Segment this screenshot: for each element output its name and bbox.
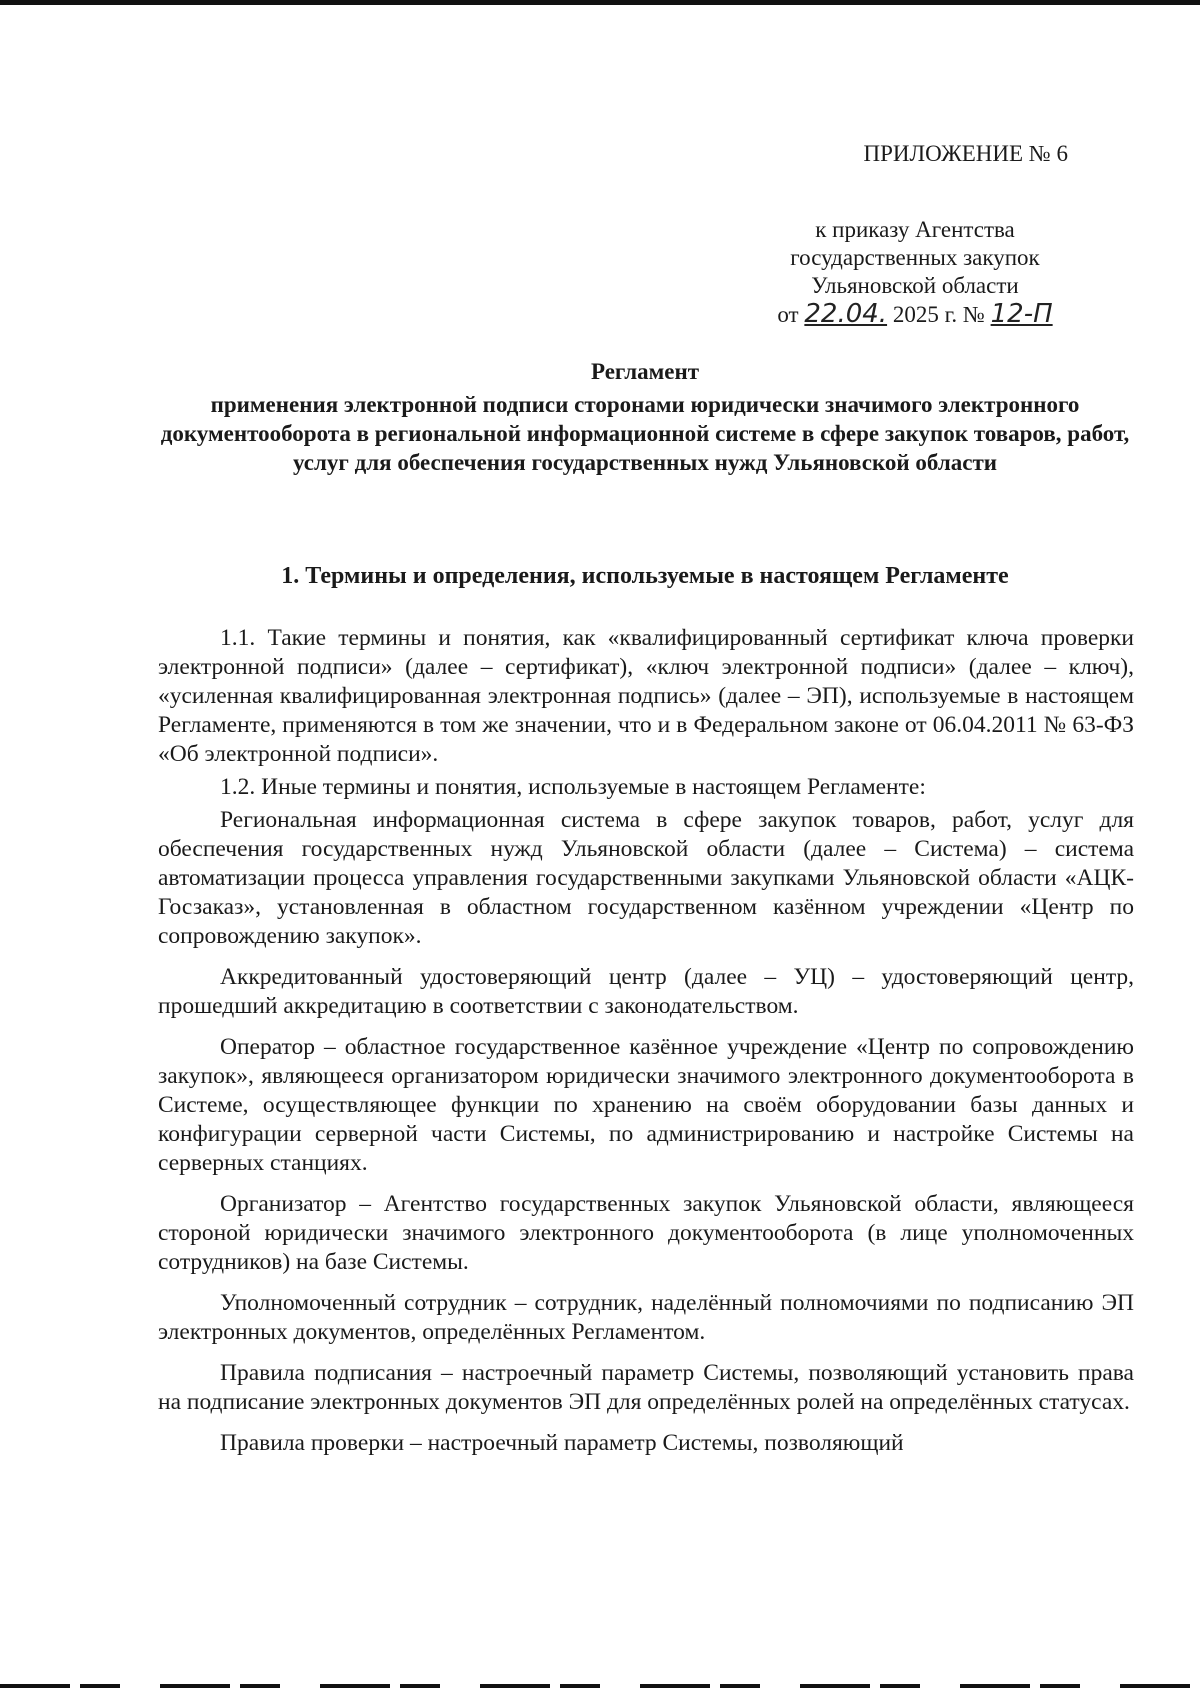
title-line-1: Регламент xyxy=(590,359,700,384)
handwritten-date: 22.04. xyxy=(804,299,888,329)
date-prefix: от xyxy=(777,302,799,327)
scan-top-edge xyxy=(0,0,1200,5)
annex-line-2: государственных закупок xyxy=(790,245,1040,270)
order-date-line xyxy=(750,300,1080,329)
handwritten-number: 12-П xyxy=(990,299,1053,329)
annex-header xyxy=(750,140,1080,329)
scan-bottom-edge xyxy=(0,1684,1200,1688)
paragraph: Региональная информационная система в сфере закупок товаров, работ, услуг для обеспечения государственных нужд Ульяновской области (далее – Система) – система автоматизации процесса управления государственными закупками Ульяновской области «АЦК-Госзаказ», установленная в областном государственном казённом учреждении «Центр по сопровождению закупок». xyxy=(158,807,1134,949)
paragraph: Организатор – Агентство государственных закупок Ульяновской области, являющееся стороной юридически значимого электронного документооборота (в лице уполномоченных сотрудников) на базе Системы. xyxy=(158,1191,1134,1275)
document-title xyxy=(150,357,1140,477)
paragraph: Оператор – областное государственное казённое учреждение «Центр по сопровождению закупок», являющееся организатором юридически значимого электронного документооборота в Системе, осуществляющее функции по хранению на своём оборудовании базы данных и конфигурации серверной части Системы, по администрированию и настройке Системы на серверных станциях. xyxy=(158,1034,1134,1176)
annex-line-1: к приказу Агентства xyxy=(815,217,1015,242)
document-body xyxy=(158,624,1134,1470)
paragraph: 1.1. Такие термины и понятия, как «квалифицированный сертификат ключа проверки электронной подписи» (далее – сертификат), «ключ электронной подписи» (далее – ключ), «усиленная квалифицированная электронная подпись» (далее – ЭП), используемые в настоящем Регламенте, применяются в том же значении, что и в Федеральном законе от 06.04.2011 № 63-ФЗ «Об электронной подписи». xyxy=(158,625,1134,767)
paragraph: Правила подписания – настроечный параметр Системы, позволяющий установить права на подписание электронных документов ЭП для определённых ролей на определённых статусах. xyxy=(158,1360,1134,1415)
paragraph: Уполномоченный сотрудник – сотрудник, наделённый полномочиями по подписанию ЭП электронных документов, определённых Регламентом. xyxy=(158,1290,1134,1345)
annex-line-3: Ульяновской области xyxy=(811,273,1019,298)
annex-title: ПРИЛОЖЕНИЕ № 6 xyxy=(863,141,1068,166)
section-heading: 1. Термины и определения, используемые в настоящем Регламенте xyxy=(281,563,1009,589)
paragraph: 1.2. Иные термины и понятия, используемые в настоящем Регламенте: xyxy=(220,774,926,800)
paragraph: Аккредитованный удостоверяющий центр (далее – УЦ) – удостоверяющий центр, прошедший аккредитацию в соответствии с законодательством. xyxy=(158,964,1134,1019)
paragraph: Правила проверки – настроечный параметр Системы, позволяющий xyxy=(220,1430,904,1456)
date-suffix: 2025 г. № xyxy=(892,302,985,327)
title-line-2: применения электронной подписи сторонами юридически значимого электронного документооборота в региональной информационной системе в сфере закупок товаров, работ, услуг для обеспечения государственных нужд Ульяновской области xyxy=(160,392,1130,475)
